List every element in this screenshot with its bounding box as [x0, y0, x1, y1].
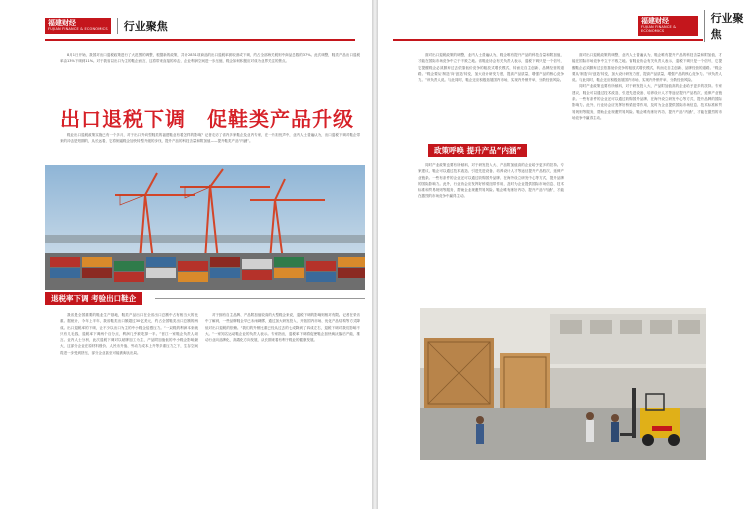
port-cranes-illustration	[45, 165, 365, 290]
port-cranes-photo	[45, 165, 365, 290]
warehouse-photo	[420, 308, 706, 460]
magazine-logo: 福建财经 FUJIAN FINANCE & ECONOMICS	[45, 18, 111, 34]
right-subheading: 政策呼唤 提升产品“内涵”	[428, 144, 527, 157]
header-rule	[45, 39, 355, 41]
lead-paragraph: 鞋业出口退税政策实施已有一个多月，对于出口外向型鞋类的福建鞋业有着怎样的影响？记者走访了省内多家鞋企及业内专家，在一片担忧声中，业内人士普遍认为，出口退税下调对鞋企带来的冲击是短期的，从长远看，它将倒逼鞋企加快转型升级的步伐，提升产品的科技含量和附加值——提升鞋类产品“内涵”。	[60, 133, 360, 144]
subheading-rule	[155, 298, 365, 299]
right-page	[378, 0, 750, 509]
right-column-1-top: 面对出口退税政策的调整，业内人士普遍认为，鞋企唯有提升产品的科技含量和附加值，才能在国际市场竞争中立于不败之地。省鞋业协会有关负责人表示，退税下调只是一个信号，它提醒鞋企必须摒弃过去依靠低价竞争的粗放式增长模式，转而走自主创新、品牌经营的道路。“鞋企要从‘制造’向‘创造’转变，加大设计研发力度，提高产品质量，增强产品的核心竞争力。”该负责人说。与此同时，鞋企还应积极拓展国内市场，实现内外销并举，分散经营风险。	[418, 53, 564, 83]
right-page-header	[638, 12, 750, 41]
article-headline: 出口退税下调 促鞋类产品升级	[60, 107, 354, 131]
warehouse-illustration	[420, 308, 706, 460]
section-title: 行业聚焦	[704, 10, 750, 42]
left-column-2: 对于拥有自主品牌、产品附加值较高的大型鞋企来说，退税下调的影响则相对有限。记者在采访中了解到，一些品牌鞋企早已未雨绸缪，通过加大研发投入、开拓国内市场、优化产品结构等方式降低对出口退税的依赖。“我们的外销比重已经从过去的七成降到了四成左右，退税下调对我们影响不大。”一家知名运动鞋企业的负责人表示。专家指出，退税率下调将促使鞋企加快淘汰落后产能，推动行业向品牌化、高端化方向发展，从长期来看有利于鞋业的健康发展。	[205, 313, 360, 343]
left-page-header	[45, 14, 168, 38]
intro-paragraph: 8月1日开始，我国对出口退税政策进行了大范围的调整，根据新的政策，共计2831项商品的出口退税率被取消或下调，约占全部海关税则中商品总数的37%。此次调整，鞋类产品出口退税率由13%下调到11%。对于我省以出口为主的鞋企而言，这将带来直接的冲击，企业利润空间进一步压缩，鞋企如何积极应对成为业界关注的焦点。	[60, 53, 360, 64]
section-title: 行业聚焦	[117, 18, 168, 34]
header-rule	[393, 39, 703, 41]
right-column-1-bottom: 同时产业政策也要有所倾斜，对于研发投入大、产品附加值高的企业给予更多的扶持。专家建议，鞋企可以通过技术改造、引进先进设备、培养设计人才等途径提升产品档次，延伸产业链条。一些有条件的企业还可以通过收购国外品牌、在海外设立研发中心等方式，提升品牌的国际影响力。此外，行业协会应发挥好桥梁纽带作用，及时为企业提供国际市场信息、技术标准和贸易规则等服务，帮助企业规避贸易风险。鞋企唯有练好内功、提升产品“内涵”，才能在激烈的市场竞争中赢得主动。	[418, 163, 564, 199]
left-subheading: 退税率下调 考验出口鞋企	[45, 292, 142, 305]
left-page	[0, 0, 372, 509]
right-column-2: 面对出口退税政策的调整，业内人士普遍认为，鞋企唯有提升产品的科技含量和附加值，才能在国际市场竞争中立于不败之地。省鞋业协会有关负责人表示，退税下调只是一个信号，它提醒鞋企必须摒弃过去依靠低价竞争的粗放式增长模式，转而走自主创新、品牌经营的道路。“鞋企要从‘制造’向‘创造’转变，加大设计研发力度，提高产品质量，增强产品的核心竞争力。”该负责人说。与此同时，鞋企还应积极拓展国内市场，实现内外销并举，分散经营风险。 同时产业政策也要有所倾斜，对于研发投入大、产品附加值高的企业给予更多的扶持。专家建议，鞋企可以通过技术改造、引进先进设备、培养设计人才等途径提升产品档次，延伸产业链条。一些有条件的企业还可以通过收购国外品牌、在海外设立研发中心等方式，提升品牌的国际影响力。此外，行业协会应发挥好桥梁纽带作用，及时为企业提供国际市场信息、技术标准和贸易规则等服务，帮助企业规避贸易风险。鞋企唯有练好内功、提升产品“内涵”，才能在激烈的市场竞争中赢得主动。	[572, 53, 722, 120]
left-column-1: 我省是全国重要的鞋业生产基地，鞋类产品出口在全省出口总额中占有相当大的比重。据统计，今年上半年，我省鞋类出口额超过30亿美元，约占全国鞋类出口总额的两成。出口退税率的下调，让不少以出口为主的中小鞋企倍感压力。“一双鞋的利润本来就只有几毛钱，退税率下调两个百分点，利润几乎被吃掉一半。”晋江一家鞋企负责人坦言。业内人士分析，此次退税下调对以贴牌加工为主、产品附加值低的中小鞋企影响最大，这部分企业在原材料涨价、人民币升值、劳动力成本上升等多重压力之下，生存空间将进一步受到挤压，部分企业甚至可能被淘汰出局。	[60, 313, 198, 355]
magazine-logo: 福建财经 FUJIAN FINANCE & ECONOMICS	[638, 16, 698, 35]
